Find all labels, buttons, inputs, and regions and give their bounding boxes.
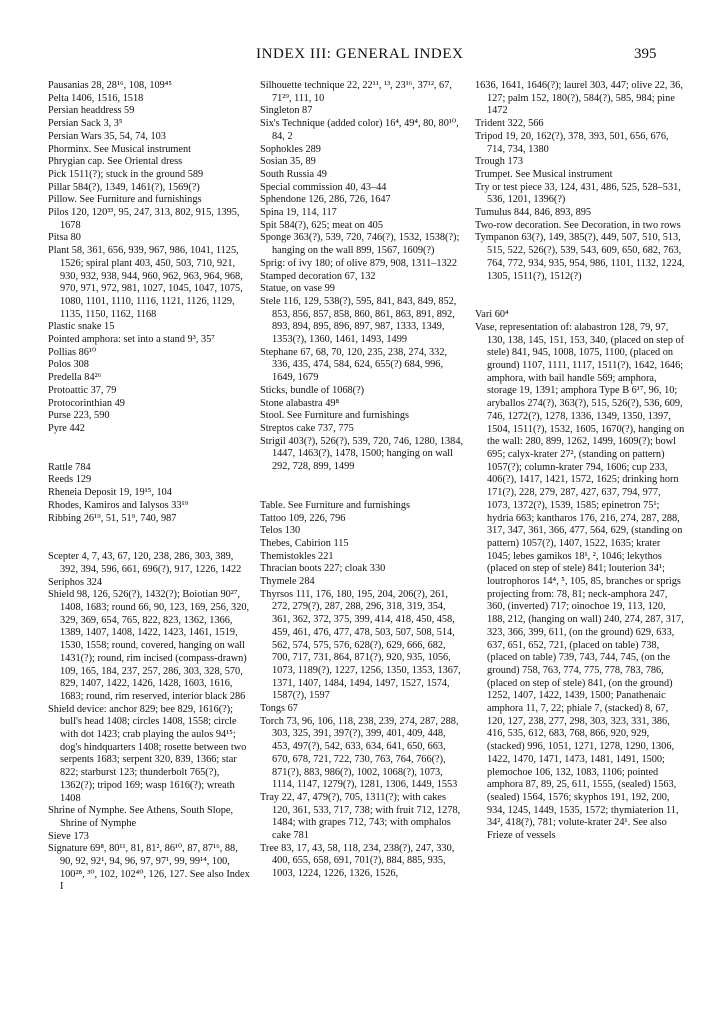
index-entry: Spina 19, 114, 117: [260, 207, 337, 219]
index-entry: Shield 98, 126, 526(?), 1432(?); Boiotian 90²⁷, 1408, 1683; round 66, 90, 123, 169, 256, 320, 329, 369, 654, 765, 822, 823, 1362, 1366, 1389, 1407, 1408, 1422, 1423, 1461, 1519, 1530, 1558; round, covered, hanging on wall 1431(?); round, rim incised (compass-drawn) 109, 165, 184, 237, 257, 286, 303, 328, 570, 829, 1407, 1422, 1426, 1428, 1603, 1616, 1683; round, rim reserved, interior black 286: [48, 589, 250, 702]
index-entry: Seriphos 324: [48, 576, 103, 588]
index-entry: Phrygian cap. See Oriental dress: [48, 156, 183, 168]
index-column-1: [48, 80, 252, 894]
index-entry: Sponge 363(?), 539, 720, 746(?), 1532, 1538(?); hanging on the wall 899, 1567, 1609(?): [260, 232, 460, 257]
index-entry: Stamped decoration 67, 132: [260, 270, 376, 282]
index-entry: Stele 116, 129, 538(?), 595, 841, 843, 849, 852, 853, 856, 857, 858, 860, 861, 863, 891, 892, 893, 894, 895, 896, 897, 987, 1333, 1349, 1353(?), 1360, 1461, 1493, 1499: [260, 295, 457, 346]
index-entry: Tray 22, 47, 479(?), 705, 1311(?); with cakes 120, 361, 533, 717, 738; with fruit 712, 1278, 1484; with grapes 712, 743; with omphalos cake 781: [260, 791, 461, 842]
index-entry: Tree 83, 17, 43, 58, 118, 234, 238(?), 247, 330, 400, 655, 658, 691, 701(?), 884, 885, 935, 1003, 1224, 1226, 1326, 1526,: [260, 842, 455, 880]
index-entry: Vari 60⁴: [475, 309, 509, 321]
index-entry: Pelta 1406, 1516, 1518: [48, 92, 144, 104]
index-entry: Sosian 35, 89: [260, 156, 316, 168]
index-entry: Two-row decoration. See Decoration, in two rows: [475, 219, 681, 231]
index-entry: Six's Technique (added color) 16⁴, 49⁴, 80, 80¹⁰, 84, 2: [260, 118, 459, 142]
index-entry: Pausanias 28, 28¹⁶, 108, 109⁴⁵: [48, 80, 172, 91]
index-entry: Thyrsos 111, 176, 180, 195, 204, 206(?), 261, 272, 279(?), 287, 288, 296, 318, 319, 354, 361, 362, 372, 375, 399, 414, 418, 450, 458, 459, 461, 476, 477, 478, 503, 507, 508, 514, 562, 574, 575, 576, 628(?), 629, 666, 682, 700, 717, 731, 864, 871(?), 920, 935, 1056, 1073, 1189(?), 1227, 1256, 1350, 1353, 1367, 1371, 1407, 1484, 1494, 1497, 1527, 1574, 1587(?), 1597: [260, 588, 461, 702]
index-entry: Reeds 129: [48, 474, 92, 486]
index-entry: Stool. See Furniture and furnishings: [260, 410, 410, 422]
index-entry: Themistokles 221: [260, 550, 334, 562]
index-entry: Sphendone 126, 286, 726, 1647: [260, 194, 391, 206]
index-entry: Spit 584(?), 625; meat on 405: [260, 219, 383, 231]
index-entry: Sticks, bundle of 1068(?): [260, 384, 365, 396]
index-entry: Pollias 86¹⁰: [48, 346, 97, 358]
index-entry: Pilos 120, 120³³, 95, 247, 313, 802, 915, 1395, 1678: [48, 207, 240, 231]
index-entry: Tripod 19, 20, 162(?), 378, 393, 501, 656, 676, 714, 734, 1380: [475, 130, 669, 155]
index-entry: Pointed amphora: set into a stand 9³, 35⁷: [48, 334, 215, 346]
index-entry: Tympanon 63(?), 149, 385(?), 449, 507, 510, 513, 515, 522, 526(?), 539, 543, 609, 650, 682, 763, 764, 772, 934, 935, 954, 986, 1101, 1132, 1224, 1305, 1511(?), 1512(?): [475, 232, 685, 282]
index-entry: Singleton 87: [260, 105, 313, 117]
index-entry: Trident 322, 566: [475, 118, 544, 130]
index-entry: Telos 130: [260, 525, 301, 537]
index-entry: Trough 173: [475, 156, 523, 168]
index-entry: Torch 73, 96, 106, 118, 238, 239, 274, 287, 288, 303, 325, 391, 397(?), 399, 401, 409, 448, 453, 497(?), 542, 633, 634, 641, 650, 663, 670, 678, 721, 722, 730, 763, 764, 766(?), 871(?), 883, 986(?), 1002, 1068(?), 1073, 1114, 1147, 1279(?), 1281, 1306, 1449, 1553: [260, 715, 459, 791]
index-entry: Try or test piece 33, 124, 431, 486, 525, 528–531, 536, 1201, 1396(?): [475, 181, 681, 206]
index-entry: Polos 308: [48, 359, 89, 371]
index-entry: Pillow. See Furniture and furnishings: [48, 194, 202, 206]
index-entry: Silhouette technique 22, 22¹¹, ¹³, 23¹⁶, 37¹², 67, 71²⁹, 111, 10: [260, 80, 452, 104]
index-entry: Persian headdress 59: [48, 105, 135, 117]
index-column-2: [260, 80, 466, 881]
index-entry: Rattle 784: [48, 461, 91, 473]
index-entry: Plastic snake 15: [48, 321, 115, 333]
index-entry: Special commission 40, 43–44: [260, 181, 387, 193]
index-entry: Table. See Furniture and furnishings: [260, 499, 410, 511]
index-entry: Thymele 284: [260, 576, 315, 588]
index-entry: Rheneia Deposit 19, 19¹⁵, 104: [48, 487, 172, 499]
index-entry: Shrine of Nymphe. See Athens, South Slope, Shrine of Nymphe: [48, 805, 234, 829]
index-entry: Stone alabastra 49⁸: [260, 397, 340, 409]
index-entry: Thracian boots 227; cloak 330: [260, 563, 386, 575]
index-entry: Sprig: of ivy 180; of olive 879, 908, 1311–1322: [260, 257, 457, 269]
index-entry: Pitsa 80: [48, 232, 81, 244]
index-entry: Tumulus 844, 846, 893, 895: [475, 207, 592, 219]
index-entry: Scepter 4, 7, 43, 67, 120, 238, 286, 303, 389, 392, 394, 596, 661, 696(?), 917, 1226, 1422: [48, 551, 242, 575]
index-entry: Pick 1511(?); stuck in the ground 589: [48, 168, 204, 180]
index-entry: Signature 69⁸, 80¹¹, 81, 81², 86¹⁰, 87, 87¹⁶, 88, 90, 92, 92¹, 94, 96, 97, 97¹, 99, 99¹⁴, 100, 100²⁸, ³⁰, 102, 102⁴⁰, 126, 127. See also Index I: [48, 843, 250, 893]
index-entry: Sophokles 289: [260, 143, 321, 155]
index-entry: Sieve 173: [48, 830, 89, 842]
page-number: 395: [634, 46, 657, 62]
index-entry: Tattoo 109, 226, 796: [260, 512, 346, 524]
index-entry: Pyre 442: [48, 422, 85, 434]
index-entry: Shield device: anchor 829; bee 829, 1616(?); bull's head 1408; circles 1408, 1558; circle with dot 1423; crab playing the aulos 94¹⁵; dog's hindquarters 1408; rosette between two serpents 1683; serpent 320, 839, 1366; star 822; starburst 123; thunderbolt 765(?), 1362(?); tripod 169; wasp 1616(?); wreath 1408: [48, 703, 247, 804]
running-head: INDEX III: GENERAL INDEX: [256, 46, 464, 62]
index-entry: 1636, 1641, 1646(?); laurel 303, 447; olive 22, 36, 127; palm 152, 180(?), 584(?), 585, 984; pine 1472: [475, 80, 683, 117]
index-entry: Statue, on vase 99: [260, 283, 335, 295]
index-entry: Phorminx. See Musical instrument: [48, 143, 191, 155]
index-entry: Trumpet. See Musical instrument: [475, 168, 613, 180]
index-entry: Stephane 67, 68, 70, 120, 235, 238, 274, 332, 336, 435, 474, 584, 624, 655(?) 684, 996, 1649, 1679: [260, 346, 448, 384]
index-entry: Purse 223, 590: [48, 410, 110, 422]
index-entry: Plant 58, 361, 656, 939, 967, 986, 1041, 1125, 1526; spiral plant 403, 450, 503, 710, 921, 930, 932, 938, 944, 960, 962, 963, 964, 968, 970, 971, 972, 981, 1027, 1045, 1047, 1075, 1080, 1101, 1110, 1116, 1121, 1126, 1129, 1135, 1150, 1162, 1168: [48, 245, 243, 320]
index-entry: Protoattic 37, 79: [48, 384, 117, 396]
index-entry: Pillar 584(?), 1349, 1461(?), 1569(?): [48, 181, 200, 193]
index-entry: Strigil 403(?), 526(?), 539, 720, 746, 1280, 1384, 1447, 1463(?), 1478, 1500; hanging on wall 292, 728, 899, 1499: [260, 435, 464, 473]
index-entry: Vase, representation of: alabastron 128, 79, 97, 130, 138, 145, 151, 153, 340, (placed on step of stele) 841, 945, 1008, 1075, 1100, (placed on ground) 1107, 1111, 1117, 1511(?), 1642, 1646; amphora, with bail handle 569; amphora, storage 19, 1391; amphora Type B 6¹⁷, 96, 10; aryballos 274(?), 363(?), 515, 526(?), 536, 609, 746, 1272(?), 1278, 1336, 1349, 1350, 1397, 1504, 1511(?), 1532, 1605, 1670(?), hanging on the wall: 280, 899, 1262, 1499, 1609(?); bowl 695; calyx-krater 27², (standing on pattern) 1057(?); column-krater 794, 1606; cup 233, 406(?), 1417, 1421, 1572, 1625; drinking horn 171(?), 228, 279, 287, 427, 637, 794, 977, 1073, 1372(?), 1539, 1585; epinetron 75¹; hydria 663; kantharos 176, 216, 274, 287, 288, 317, 347, 361, 366, 477, 564, 629, (standing on pattern) 1057(?), 1407, 1522, 1635; krater 1045; lebes gamikos 18¹, ², 1046; lekythos (placed on step of stele) 841; louterion 34¹; loutrophoros 14⁴, ⁵, 105, 85, branches or sprigs projecting from: 78, 81; neck-amphora 247, 360, (inverted) 717; oinochoe 19, 113, 120, 188, 212, (hanging on wall) 240, 274, 287, 317, 323, 366, 399, 611, (on the ground) 629, 633, 637, 651, 652, 721, (placed on table) 738, (placed on table) 739, 743, 744, 745, (on the ground) 758, 763, 774, 775, 778, 783, 786, (placed on step of stele) 841, (on the ground) 1252, 1407, 1422, 1439, 1500; Panathenaic amphora 11, 7, 22; phiale 7, (stacked) 8, 67, 120, 127, 238, 277, 298, 303, 323, 331, 386, 416, 535, 612, 683, 768, 866, 920, 929, (stacked) 996, 1051, 1271, 1278, 1290, 1306, 1422, 1470, 1471, 1473, 1481, 1491, 1500; plemochoe 106, 132, 1083, 1106; pointed amphora 87, 89, 25, 611, 1555, (sealed) 1563, (sealed) 1564, 1576; skyphos 191, 192, 200, 934, 1245, 1449, 1535, 1572; thymiaterion 11, 34², 418(?), 781; volute-krater 24¹. See also Frieze of vessels: [475, 321, 685, 842]
index-entry: Persian Sack 3, 3⁵: [48, 118, 123, 130]
index-entry: Thebes, Cabirion 115: [260, 537, 349, 549]
index-entry: Predella 84²⁶: [48, 372, 102, 384]
index-entry: Ribbing 26¹⁹, 51, 51⁹, 740, 987: [48, 512, 177, 524]
index-column-3: [475, 80, 685, 843]
index-entry: Tongs 67: [260, 703, 298, 715]
index-entry: Persian Wars 35, 54, 74, 103: [48, 130, 166, 142]
index-entry: Protocorinthian 49: [48, 397, 125, 409]
index-entry: Streptos cake 737, 775: [260, 422, 354, 434]
index-entry: South Russia 49: [260, 168, 327, 180]
index-entry: Rhodes, Kamiros and Ialysos 33¹⁹: [48, 499, 189, 511]
